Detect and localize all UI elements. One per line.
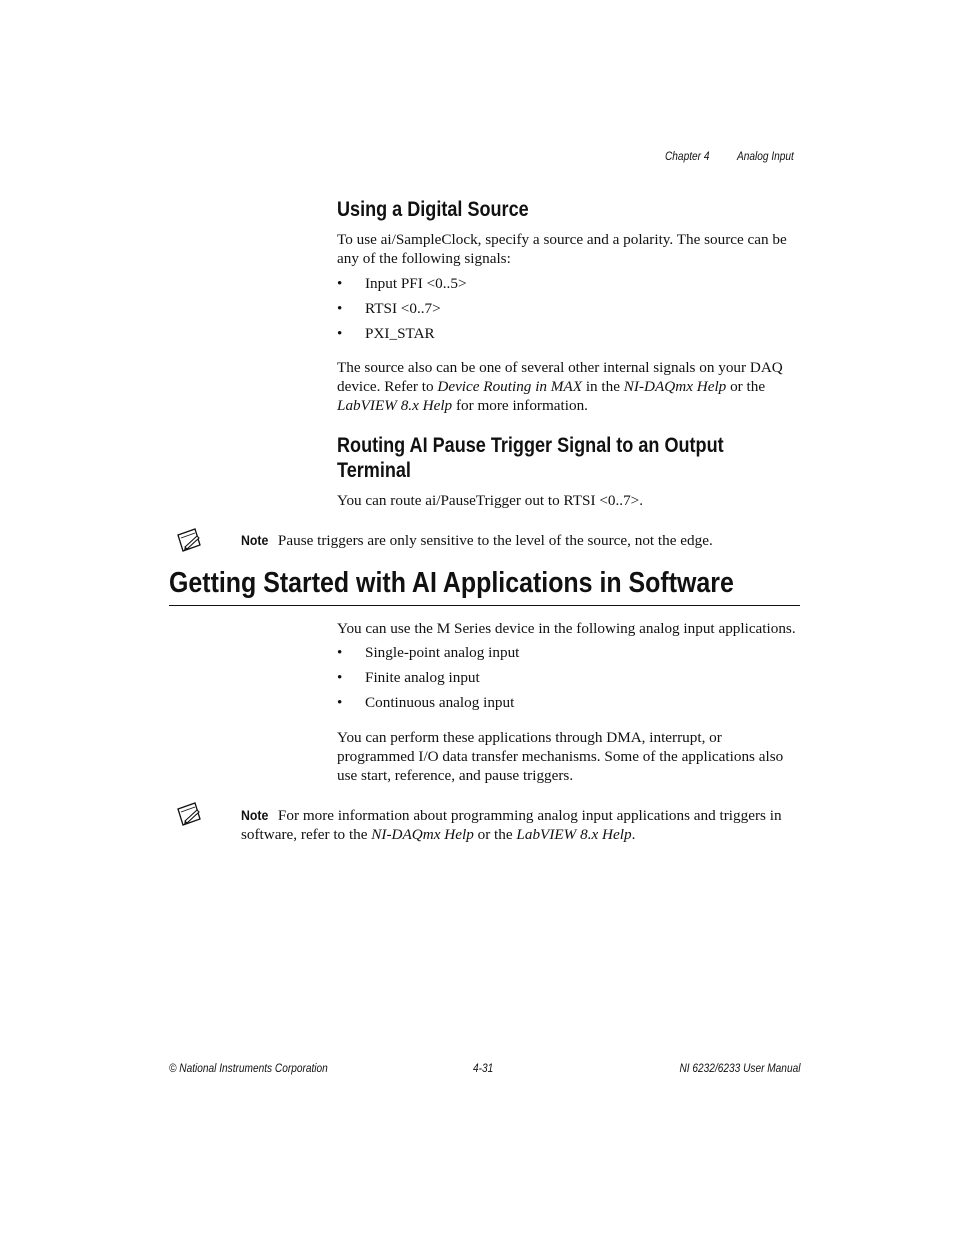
note-icon [175, 801, 203, 827]
digital-source-intro [337, 230, 807, 268]
heading-digital-source: Using a Digital Source [337, 198, 529, 221]
header-section: Analog Input [737, 151, 794, 163]
heading-pause-trigger: Routing AI Pause Trigger Signal to an Output Terminal [337, 434, 724, 482]
header-chapter: Chapter 4 [665, 151, 710, 163]
getting-started-intro: You can use the M Series device in the following analog input applications. [337, 620, 796, 637]
footer-copyright: © National Instruments Corporation [169, 1063, 328, 1075]
intro-line: To use ai/SampleClock, specify a source and a polarity. The source can be [337, 231, 787, 248]
note-icon [175, 527, 203, 553]
note-programming: Note For more information about programming analog input applications and triggers in software, refer to the NI-DAQmx Help or the LabVIEW 8.x Help. [241, 807, 782, 843]
heading-getting-started: Getting Started with AI Applications in Software [169, 567, 734, 599]
digital-source-paragraph: The source also can be one of several other internal signals on your DAQ device. Refer to Device Routing in MAX in the NI-DAQmx Help or the LabVIEW 8.x Help for more information. [337, 359, 783, 414]
footer-manual-title: NI 6232/6233 User Manual [679, 1063, 800, 1075]
heading-rule [169, 605, 800, 606]
intro-line: any of the following signals: [337, 250, 511, 267]
footer-page-number: 4-31 [473, 1063, 494, 1075]
note-pause-trigger: Note Pause triggers are only sensitive to the level of the source, not the edge. [241, 532, 713, 549]
getting-started-paragraph: You can perform these applications through DMA, interrupt, or programmed I/O data transfer mechanisms. Some of the applications also use start, reference, and pause triggers. [337, 729, 784, 784]
pause-trigger-text: You can route ai/PauseTrigger out to RTSI <0..7>. [337, 492, 644, 509]
